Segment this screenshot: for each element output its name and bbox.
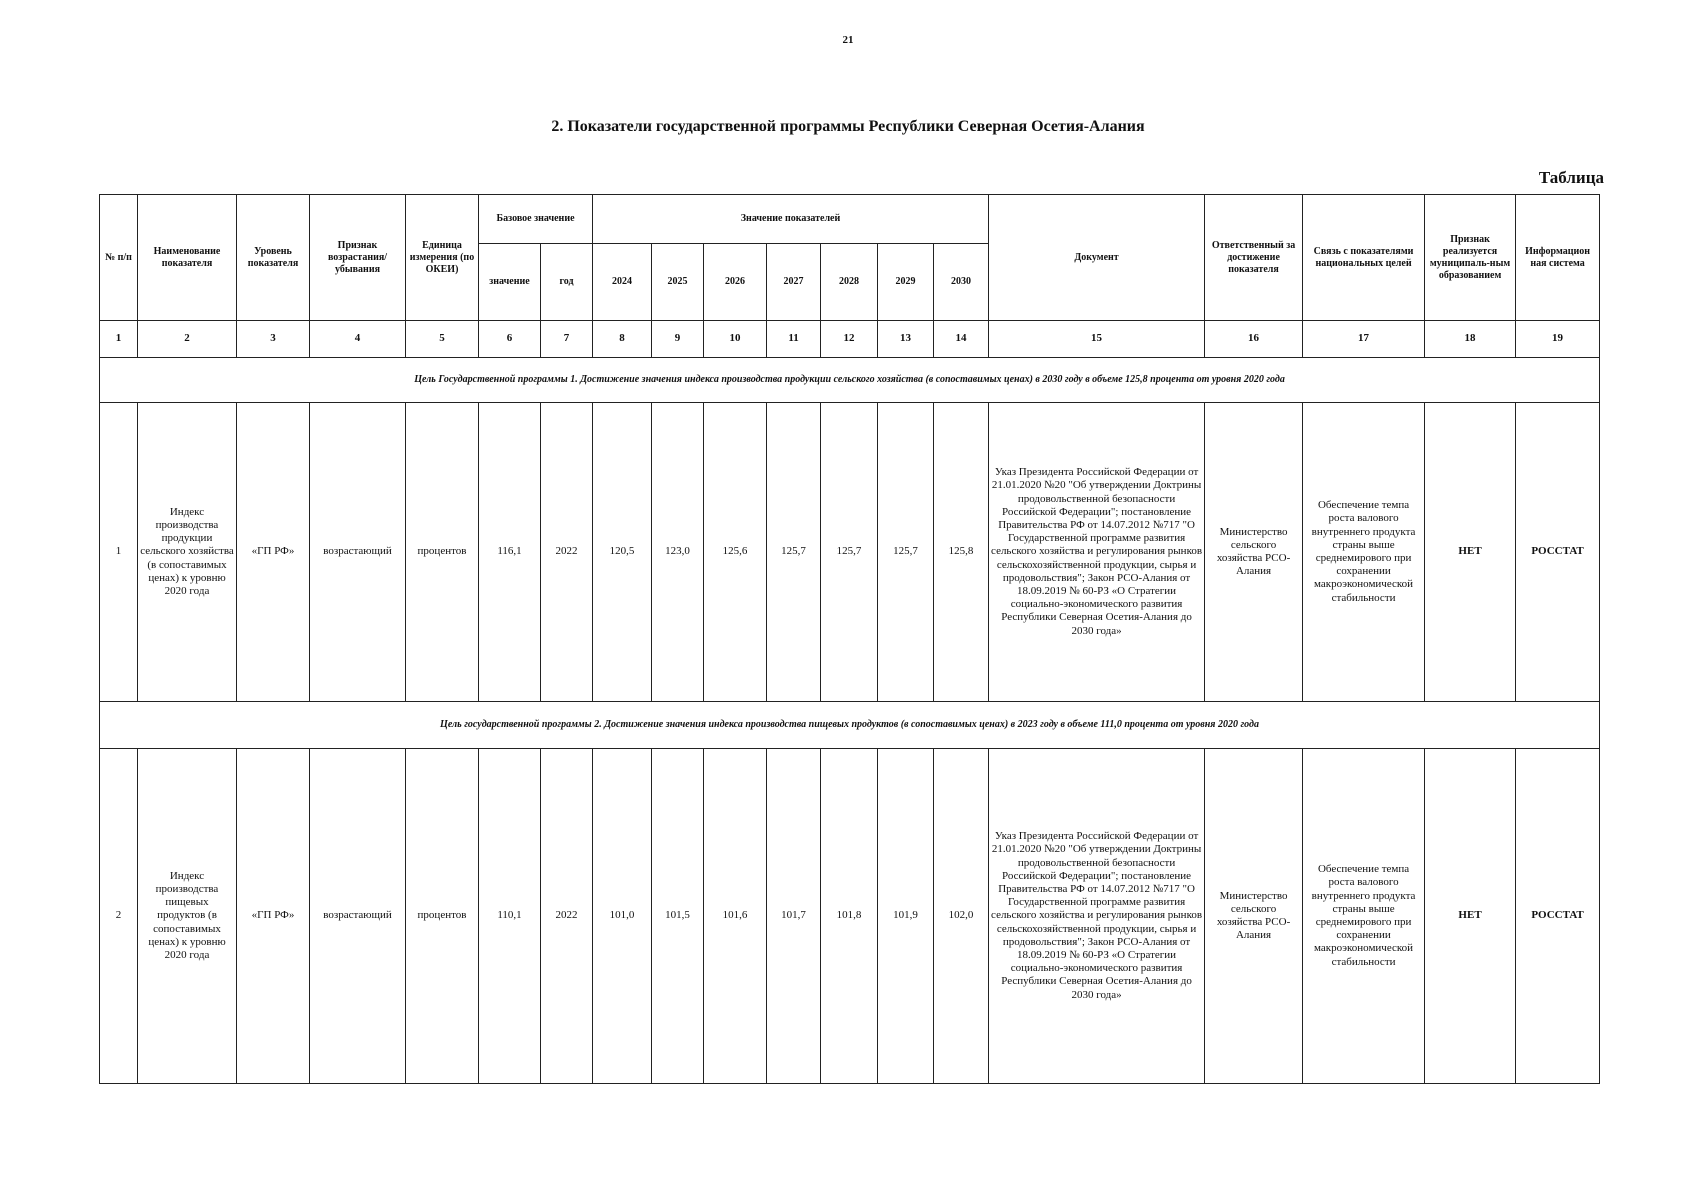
indicator-name: Индекс производства продукции сельского хозяйства (в сопоставимых ценах) к уровню 2020 года [138,403,237,702]
indicator-municipal: НЕТ [1425,749,1516,1084]
row-num: 2 [100,749,138,1084]
indicator-responsible: Министерство сельского хозяйства РСО-Алания [1205,749,1303,1084]
indicator-unit: процентов [406,403,479,702]
column-number: 12 [821,321,878,358]
header-base-year: год [541,244,593,321]
column-number: 1 [100,321,138,358]
indicator-trend: возрастающий [310,749,406,1084]
header-year: 2030 [934,244,989,321]
header-trend: Признак возрастания/ убывания [310,195,406,321]
column-number: 18 [1425,321,1516,358]
year-value: 125,8 [934,403,989,702]
indicator-municipal: НЕТ [1425,403,1516,702]
header-year: 2029 [878,244,934,321]
header-values: Значение показателей [593,195,989,244]
column-number: 5 [406,321,479,358]
header-year: 2026 [704,244,767,321]
header-row [100,195,1600,244]
year-value: 101,5 [652,749,704,1084]
indicator-info-system: РОССТАТ [1516,749,1600,1084]
goal-row [100,358,1600,403]
indicator-info-system: РОССТАТ [1516,403,1600,702]
base-year: 2022 [541,749,593,1084]
column-number: 7 [541,321,593,358]
column-number: 4 [310,321,406,358]
column-number: 13 [878,321,934,358]
year-value: 101,9 [878,749,934,1084]
column-number: 14 [934,321,989,358]
header-year: 2024 [593,244,652,321]
column-number: 10 [704,321,767,358]
base-year: 2022 [541,403,593,702]
header-num: № п/п [100,195,138,321]
base-value: 116,1 [479,403,541,702]
column-number: 2 [138,321,237,358]
page-title: 2. Показатели государственной программы Республики Северная Осетия-Алания [551,118,1145,135]
indicator-document: Указ Президента Российской Федерации от 21.01.2020 №20 "Об утверждении Доктрины продовольственной безопасности Российской Федерации"; постановление Правительства РФ от 14.07.2012 №717 "О Государственной программе развития сельского хозяйства и регулирования рынков сельскохозяйственной продукции, сырья и продовольствия"; Закон РСО-Алания от 18.09.2019 № 60-РЗ «О Стратегии социально-экономического развития Республики Северная Осетия-Алания до 2030 года» [989,403,1205,702]
goal-text: Цель государственной программы 2. Достижение значения индекса производства пищевых продуктов (в сопоставимых ценах) в 2023 году в объеме 111,0 процента от уровня 2020 года [100,702,1600,749]
year-value: 125,7 [821,403,878,702]
column-number: 15 [989,321,1205,358]
header-year: 2028 [821,244,878,321]
year-value: 101,6 [704,749,767,1084]
table-label: Таблица [1538,168,1604,187]
year-value: 101,8 [821,749,878,1084]
header-unit: Единица измерения (по ОКЕИ) [406,195,479,321]
year-value: 102,0 [934,749,989,1084]
indicator-responsible: Министерство сельского хозяйства РСО-Алания [1205,403,1303,702]
header-year: 2027 [767,244,821,321]
indicator-document: Указ Президента Российской Федерации от 21.01.2020 №20 "Об утверждении Доктрины продовольственной безопасности Российской Федерации"; постановление Правительства РФ от 14.07.2012 №717 "О Государственной программе развития сельского хозяйства и регулирования рынков сельскохозяйственной продукции, сырья и продовольствия"; Закон РСО-Алания от 18.09.2019 № 60-РЗ «О Стратегии социально-экономического развития Республики Северная Осетия-Алания до 2030 года» [989,749,1205,1084]
goal-text: Цель Государственной программы 1. Достижение значения индекса производства продукции сельского хозяйства (в сопоставимых ценах) в 2030 году в объеме 125,8 процента от уровня 2020 года [100,358,1600,403]
column-number: 19 [1516,321,1600,358]
column-number: 17 [1303,321,1425,358]
column-number: 11 [767,321,821,358]
header-base: Базовое значение [479,195,593,244]
year-value: 101,0 [593,749,652,1084]
year-value: 125,7 [767,403,821,702]
header-level: Уровень показателя [237,195,310,321]
header-national-goals: Связь с показателями национальных целей [1303,195,1425,321]
column-number: 9 [652,321,704,358]
header-base-value: значение [479,244,541,321]
header-responsible: Ответственный за достижение показателя [1205,195,1303,321]
table-row [100,749,1600,1084]
indicators-table [99,194,1600,1084]
table-row [100,403,1600,702]
indicator-unit: процентов [406,749,479,1084]
base-value: 110,1 [479,749,541,1084]
year-value: 125,7 [878,403,934,702]
goal-row [100,702,1600,749]
column-number: 16 [1205,321,1303,358]
header-municipal: Признак реализуется муниципаль-ным образованием [1425,195,1516,321]
year-value: 125,6 [704,403,767,702]
year-value: 120,5 [593,403,652,702]
header-name: Наименование показателя [138,195,237,321]
header-year: 2025 [652,244,704,321]
column-number: 8 [593,321,652,358]
indicator-name: Индекс производства пищевых продуктов (в сопоставимых ценах) к уровню 2020 года [138,749,237,1084]
column-number: 3 [237,321,310,358]
header-info-system: Информацион ная система [1516,195,1600,321]
column-numbers-row [100,321,1600,358]
indicator-level: «ГП РФ» [237,749,310,1084]
year-value: 123,0 [652,403,704,702]
year-value: 101,7 [767,749,821,1084]
indicator-trend: возрастающий [310,403,406,702]
column-number: 6 [479,321,541,358]
header-document: Документ [989,195,1205,321]
row-num: 1 [100,403,138,702]
indicator-national-goals: Обеспечение темпа роста валового внутреннего продукта страны выше среднемирового при сохранении макроэкономической стабильности [1303,749,1425,1084]
page-number: 21 [842,34,854,46]
indicator-level: «ГП РФ» [237,403,310,702]
indicator-national-goals: Обеспечение темпа роста валового внутреннего продукта страны выше среднемирового при сохранении макроэкономической стабильности [1303,403,1425,702]
